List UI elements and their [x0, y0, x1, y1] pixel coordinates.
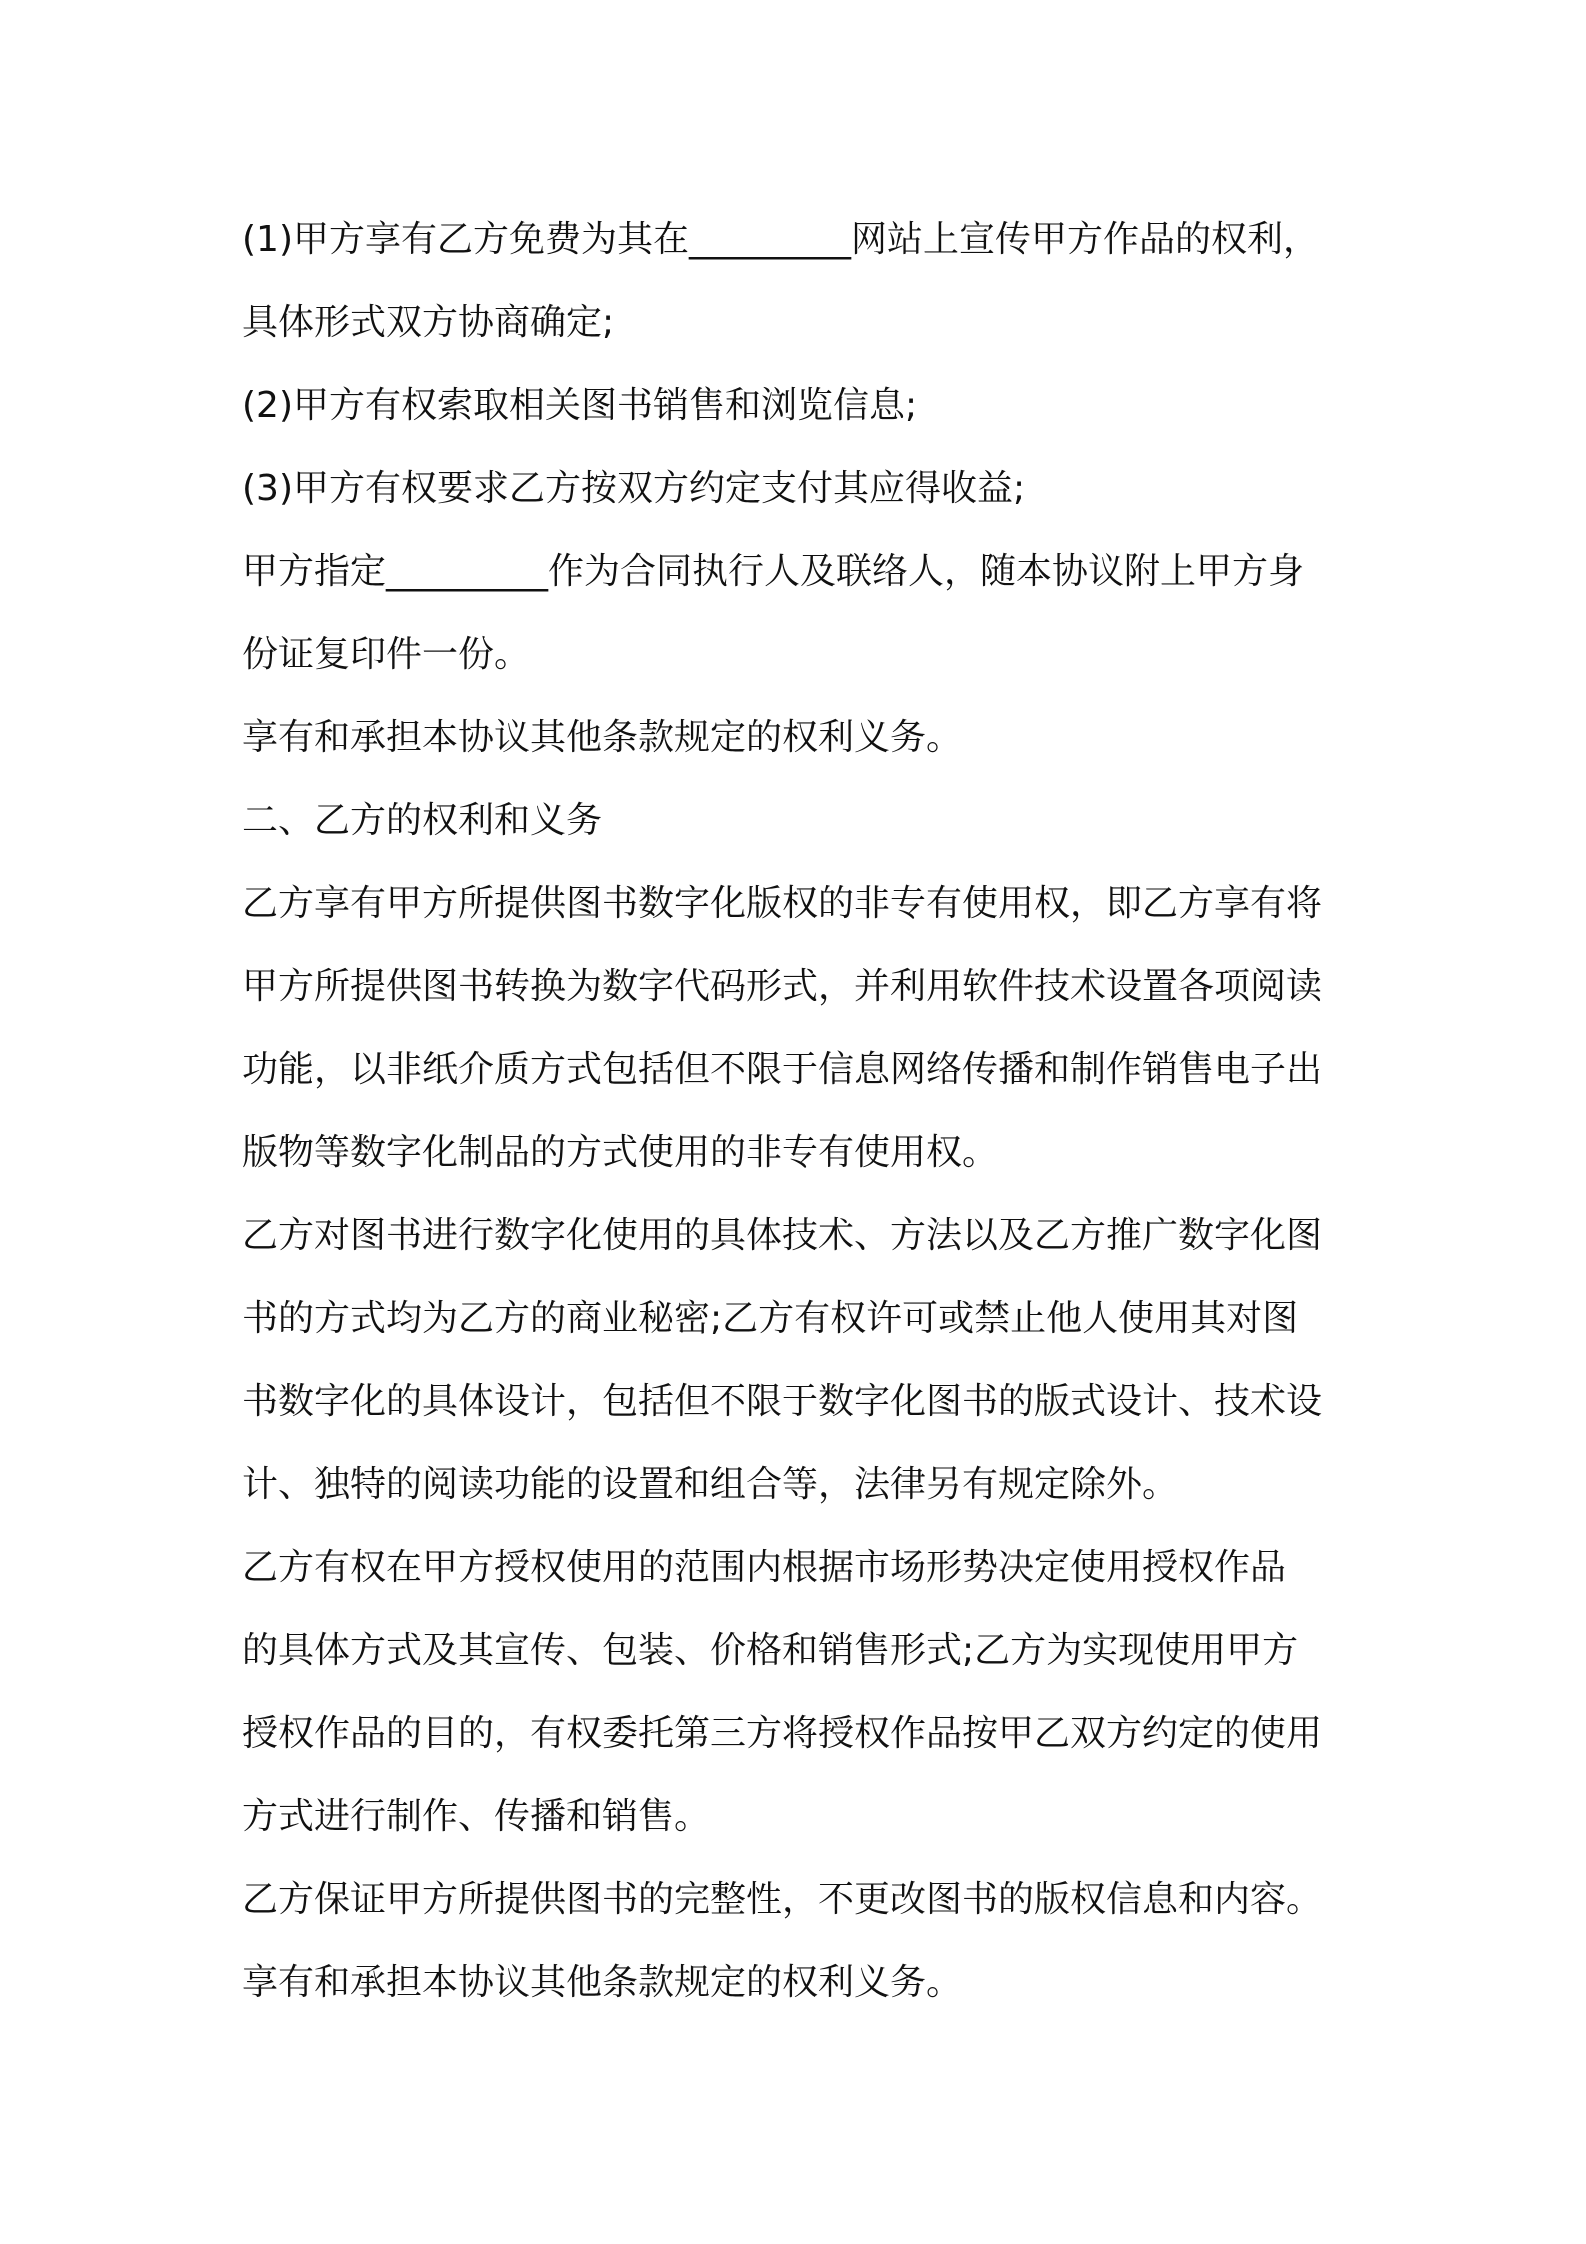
text-line: 份证复印件一份。 [242, 634, 531, 675]
text-line: 书的方式均为乙方的商业秘密;乙方有权许可或禁止他人使用其对图 [242, 1298, 1299, 1339]
text-line: 甲方指定_________作为合同执行人及联络人，随本协议附上甲方身 [242, 551, 1305, 592]
text-line: 计、独特的阅读功能的设置和组合等，法律另有规定除外。 [242, 1464, 1179, 1505]
text-line: (1)甲方享有乙方免费为其在_________网站上宣传甲方作品的权利， [242, 219, 1319, 260]
text-line: 乙方有权在甲方授权使用的范围内根据市场形势决定使用授权作品 [242, 1547, 1287, 1588]
text-line: (3)甲方有权要求乙方按双方约定支付其应得收益; [242, 468, 1026, 509]
text-line: 享有和承担本协议其他条款规定的权利义务。 [242, 1962, 963, 2003]
document-body [242, 198, 1362, 2024]
text-line: 方式进行制作、传播和销售。 [242, 1796, 711, 1837]
text-line: 具体形式双方协商确定; [242, 302, 615, 343]
section-heading: 二、乙方的权利和义务 [242, 800, 603, 841]
text-line: 享有和承担本协议其他条款规定的权利义务。 [242, 717, 963, 758]
text-line: 的具体方式及其宣传、包装、价格和销售形式;乙方为实现使用甲方 [242, 1630, 1299, 1671]
text-line: 授权作品的目的，有权委托第三方将授权作品按甲乙双方约定的使用 [242, 1713, 1323, 1754]
text-line: 功能，以非纸介质方式包括但不限于信息网络传播和制作销售电子出 [242, 1049, 1323, 1090]
text-line: 版物等数字化制品的方式使用的非专有使用权。 [242, 1132, 999, 1173]
text-line: 乙方享有甲方所提供图书数字化版权的非专有使用权，即乙方享有将 [242, 883, 1323, 924]
text-line: (2)甲方有权索取相关图书销售和浏览信息; [242, 385, 918, 426]
text-line: 甲方所提供图书转换为数字代码形式，并利用软件技术设置各项阅读 [242, 966, 1323, 1007]
text-line: 乙方对图书进行数字化使用的具体技术、方法以及乙方推广数字化图 [242, 1215, 1323, 1256]
text-line: 乙方保证甲方所提供图书的完整性，不更改图书的版权信息和内容。 [242, 1879, 1323, 1920]
text-line: 书数字化的具体设计，包括但不限于数字化图书的版式设计、技术设 [242, 1381, 1323, 1422]
